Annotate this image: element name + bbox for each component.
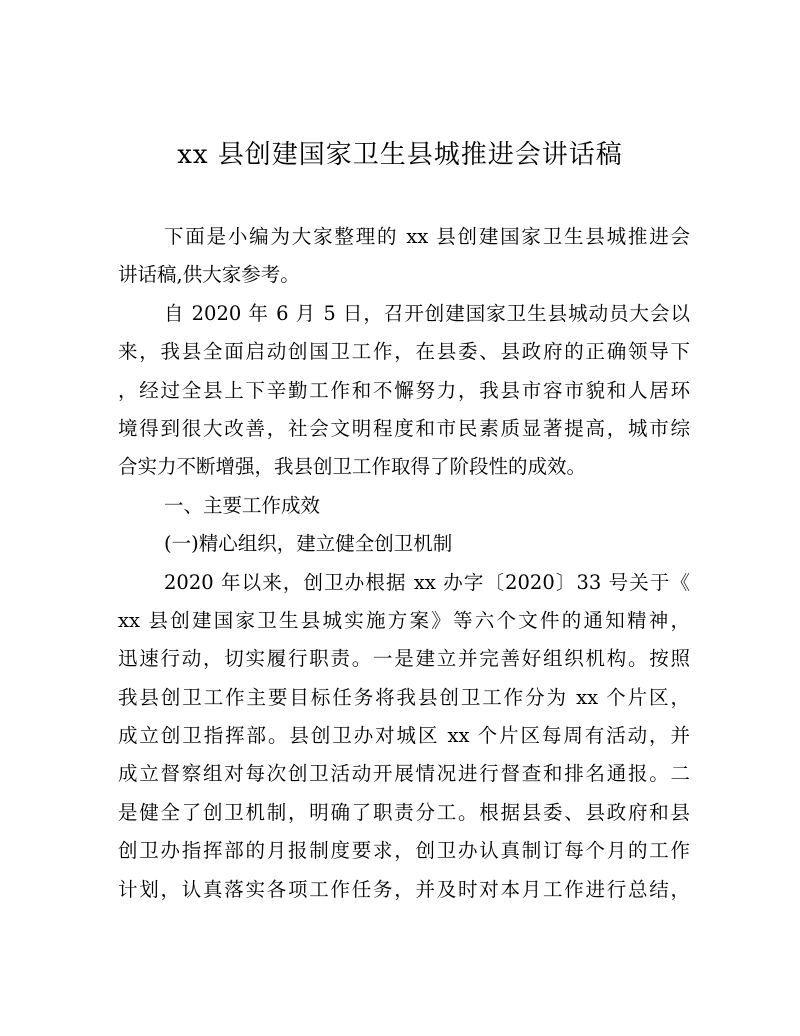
- section-heading: 一、主要工作成效: [164, 493, 321, 517]
- paragraph-line: 是健全了创卫机制，明确了职责分工。根据县委、县政府和县: [118, 800, 690, 824]
- paragraph-line: 我县创卫工作主要目标任务将我县创卫工作分为 xx 个片区，: [118, 685, 690, 709]
- paragraph-line: 讲话稿,供大家参考。: [118, 263, 300, 287]
- paragraph-line: 计划，认真落实各项工作任务，并及时对本月工作进行总结，: [118, 877, 690, 901]
- subsection-heading: (一)精心组织，建立健全创卫机制: [164, 532, 453, 556]
- paragraph-line: ，经过全县上下辛勤工作和不懈努力，我县市容市貌和人居环: [118, 378, 690, 402]
- paragraph-line: 2020 年以来，创卫办根据 xx 办字〔2020〕33 号关于《: [164, 570, 690, 594]
- document-title: xx 县创建国家卫生县城推进会讲话稿: [177, 140, 623, 170]
- paragraph-line: 创卫办指挥部的月报制度要求，创卫办认真制订每个月的工作: [118, 839, 690, 863]
- paragraph-line: 迅速行动，切实履行职责。一是建立并完善好组织机构。按照: [118, 647, 690, 671]
- paragraph-line: 自 2020 年 6 月 5 日，召开创建国家卫生县城动员大会以: [164, 301, 690, 325]
- paragraph-line: 来，我县全面启动创国卫工作，在县委、县政府的正确领导下: [118, 340, 690, 364]
- paragraph-line: 成立创卫指挥部。县创卫办对城区 xx 个片区每周有活动，并: [118, 724, 690, 748]
- paragraph-line: 合实力不断增强，我县创卫工作取得了阶段性的成效。: [118, 455, 587, 479]
- paragraph-line: 成立督察组对每次创卫活动开展情况进行督查和排名通报。二: [118, 762, 690, 786]
- document-body: [118, 218, 690, 909]
- paragraph-line: 下面是小编为大家整理的 xx 县创建国家卫生县城推进会: [164, 225, 690, 248]
- paragraph-line: 境得到很大改善，社会文明程度和市民素质显著提高，城市综: [118, 416, 690, 440]
- paragraph-line: xx 县创建国家卫生县城实施方案》等六个文件的通知精神，: [118, 608, 690, 632]
